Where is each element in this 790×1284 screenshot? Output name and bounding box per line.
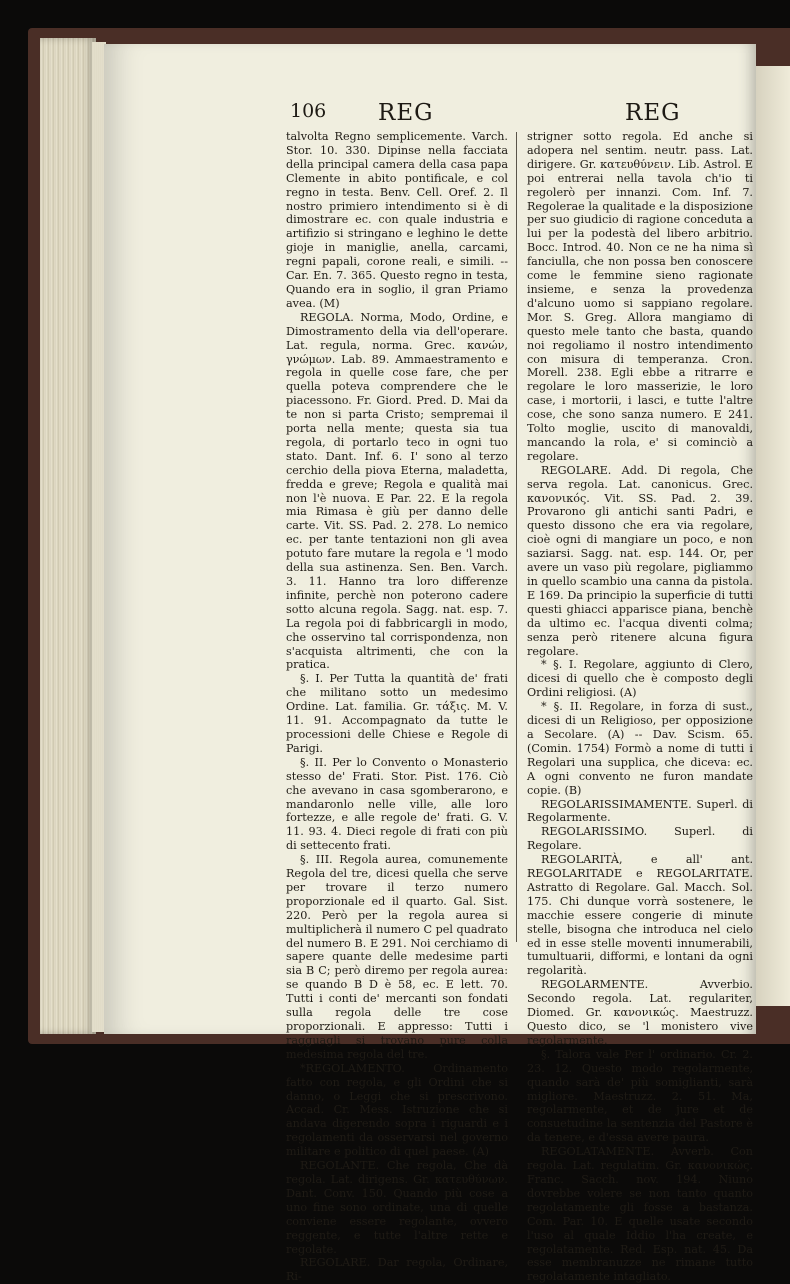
entry-paragraph: §. II. Per lo Convento o Monasterio stesso de' Frati. Stor. Pist. 176. Ciò che avevano in casa sgomberarono, e mandaronlo nelle ville, alle loro fortezze, e alle regole de' frati. G. V. 11. 93. 4. Dieci regole di frati con più di settecento frati. xyxy=(286,755,508,853)
entry-paragraph: * §. I. Regolare, aggiunto di Clero, dicesi di quello che è composto degli Ordini religiosi. (A) xyxy=(527,658,753,700)
facing-page-edge xyxy=(756,66,790,1006)
entry-paragraph: §. Talora vale Per l' ordinario. Cr. 2. 23. 12. Questo modo regolarmente, quando sarà de' più somiglianti, sarà migliore. Maestruzz. 2. 51. Ma, regolarmente, et de jure et de consuetudine la sentenzia del Pastore è da tenere, e d'essa avere paura. xyxy=(527,1047,753,1145)
entry-paragraph: REGOLARE. Dar regola, Ordinare, Ri- xyxy=(286,1256,508,1284)
right-column xyxy=(527,130,753,1284)
page-number: 106 xyxy=(290,100,327,122)
right-running-head: REG xyxy=(625,100,681,126)
entry-paragraph: REGOLARMENTE. Avverbio. Secondo regola. Lat. regulariter, Diomed. Gr. κανονικώς. Maestruzz. Questo dico, se 'l monistero vive regolarmente. xyxy=(527,978,753,1047)
entry-paragraph: REGOLANTE. Che regola, Che dà regola. Lat. dirigens. Gr. κατευθύνων. Dant. Conv. 150. Quando più cose a uno fine sono ordinate, una di quelle conviene essere regolante, ovvero reggente, e tutte l'altre rette e regolate. xyxy=(286,1159,508,1256)
entry-paragraph: strigner sotto regola. Ed anche si adopera nel sentim. neutr. pass. Lat. dirigere. Gr. κατευθύνειν. Lib. Astrol. E poi entrerai nella tavola ch'io ti regolerò per innanzi. Com. Inf. 7. Regolerae la qualitade e la disposizione per suo giudicio di ragione conceduta a lui per la podestà del libero arbitrio. Bocc. Introd. 40. Non ce ne ha nima sì fanciulla, che non possa ben conoscere come le femmine sieno ragionate insieme, e senza la provedenza d'alcuno uomo si sappiano regolare. Mor. S. Greg. Allora mangiamo di questo mele tanto che basta, quando noi regoliamo il nostro intendimento con misura di temperanza. Cron. Morell. 238. Egli ebbe a ritrarre e regolare le loro masserizie, le loro case, i mortorii, i lasci, e tutte l'altre cose, che sono sanza numero. E 241. Tolto moglie, uscito di manovaldi, mancando la rola, e' si cominciò a regolare. xyxy=(527,130,753,463)
entry-paragraph: REGOLATAMENTE. Avverb. Con regola. Lat. regulatim. Gr. κανονικώς. Franc. Sacch. nov. 194. Niuno dovrebbe volere se non tanto quanto regolatamente gli fosse a bastanza. Com. Par. 10. E quelle usate secondo l'uso al quale Iddio l'ha create, e regolatamente. Red. Esp. nat. 45. Da esse membranuzze ne rimane tutto regolatamente intagliato. xyxy=(527,1145,753,1284)
left-running-head: REG xyxy=(378,100,434,126)
entry-paragraph: REGOLARE. Add. Di regola, Che serva regola. Lat. canonicus. Grec. κανονικός. Vit. SS. Pad. 2. 39. Provarono gli antichi santi Padri, e questo dissono che era via regolare, cioè ogni di mangiare un poco, e non saziarsi. Sagg. nat. esp. 144. Or, per avere un vaso più regolare, pigliammo in quello scambio una canna da pistola. E 169. Da principio la superficie di tutti questi ghiacci apparisce piana, benchè da ultimo ec. l'acqua diventi colma; senza però ritenere alcuna figura regolare. xyxy=(527,463,753,658)
book-page-edges xyxy=(40,38,96,1034)
entry-paragraph: REGOLARISSIMO. Superl. di Regolare. xyxy=(527,825,753,853)
left-column xyxy=(286,130,508,1284)
entry-paragraph: REGOLA. Norma, Modo, Ordine, e Dimostramento della via dell'operare. Lat. regula, norma. Grec. κανών, γνώμων. Lab. 89. Ammaestramento e regola in quelle cose fare, che per quella poteva comprendere che le piacessono. Fr. Giord. Pred. D. Mai da te non si parta Cristo; sempremai il porta nella mente; questa sia tua regola, di portarlo teco in ogni tuo stato. Dant. Inf. 6. I' sono al terzo cerchio della piova Eterna, maladetta, fredda e greve; Regola e qualità mai non l'è nuova. E Par. 22. E la regola mia Rimasa è giù per danno delle carte. Vit. SS. Pad. 2. 278. Lo nemico ec. per tante tentazioni non gli avea potuto fare mutare la regola e 'l modo della sua astinenza. Sen. Ben. Varch. 3. 11. Hanno tra loro differenze infinite, perchè non poterono cadere sotto alcuna regola. Sagg. nat. esp. 7. La regola poi di fabbricargli in modo, che osservino tal corrispondenza, non s'acquista altrimenti, che con la pratica. xyxy=(286,310,508,672)
page-header xyxy=(290,100,710,130)
entry-paragraph: §. III. Regola aurea, comunemente Regola del tre, dicesi quella che serve per trovare il terzo numero proporzionale ed il quarto. Gal. Sist. 220. Però per la regola aurea si multiplicherà il numero C pel quadrato del numero B. E 291. Noi cerchiamo di sapere quante delle medesime parti sia B C; però diremo per regola aurea: se quando B D è 58, ec. E lett. 70. Tutti i conti de' mercanti son fondati sulla regola delle tre cose proporzionali. E appresso: Tutti i ragguagli si trovano pure colla medesima regola del tre. xyxy=(286,853,508,1061)
entry-paragraph: talvolta Regno semplicemente. Varch. Stor. 10. 330. Dipinse nella facciata della principal camera della casa papa Clemente in abito pontificale, e col regno in testa. Benv. Cell. Oref. 2. Il nostro primiero intendimento si è di dimostrare ec. con quale industria e artifizio si stringano e leghino le dette gioje in maniglie, anella, carcami, regni papali, corone reali, e simili. -- Car. En. 7. 365. Questo regno in testa, Quando era in soglio, il gran Priamo avea. (M) xyxy=(286,130,508,310)
column-divider xyxy=(516,132,517,942)
entry-paragraph: REGOLARITÀ, e all' ant. REGOLARITADE e REGOLARITATE. Astratto di Regolare. Gal. Macch. Sol. 175. Chi dunque vorrà sostenere, le macchie essere congerie di minute stelle, bisogna che introduca nel cielo ed in esse stelle moventi innumerabili, tumultuarii, difformi, e lontani da ogni regolarità. xyxy=(527,853,753,978)
entry-paragraph: * §. II. Regolare, in forza di sust., dicesi di un Religioso, per opposizione a Secolare. (A) -- Dav. Scism. 65. (Comin. 1754) Formò a nome di tutti i Regolari una supplica, che diceva: ec. A ogni convento ne furon mandate copie. (B) xyxy=(527,700,753,797)
entry-paragraph: §. I. Per Tutta la quantità de' frati che militano sotto un medesimo Ordine. Lat. familia. Gr. τάξις. M. V. 11. 91. Accompagnato da tutte le processioni delle Chiese e Regole di Parigi. xyxy=(286,672,508,755)
entry-paragraph: REGOLARISSIMAMENTE. Superl. di Regolarmente. xyxy=(527,797,753,825)
entry-paragraph: *REGOLAMENTO. Ordinamento fatto con regola, e gli Ordini che si danno, o Leggi che si prescrivono. Accad. Cr. Mess. Istruzione che si andava digerendo sopra i riguardi e i regolamenti da osservarsi nel governo militare e politico di quel paese. (A) xyxy=(286,1061,508,1159)
